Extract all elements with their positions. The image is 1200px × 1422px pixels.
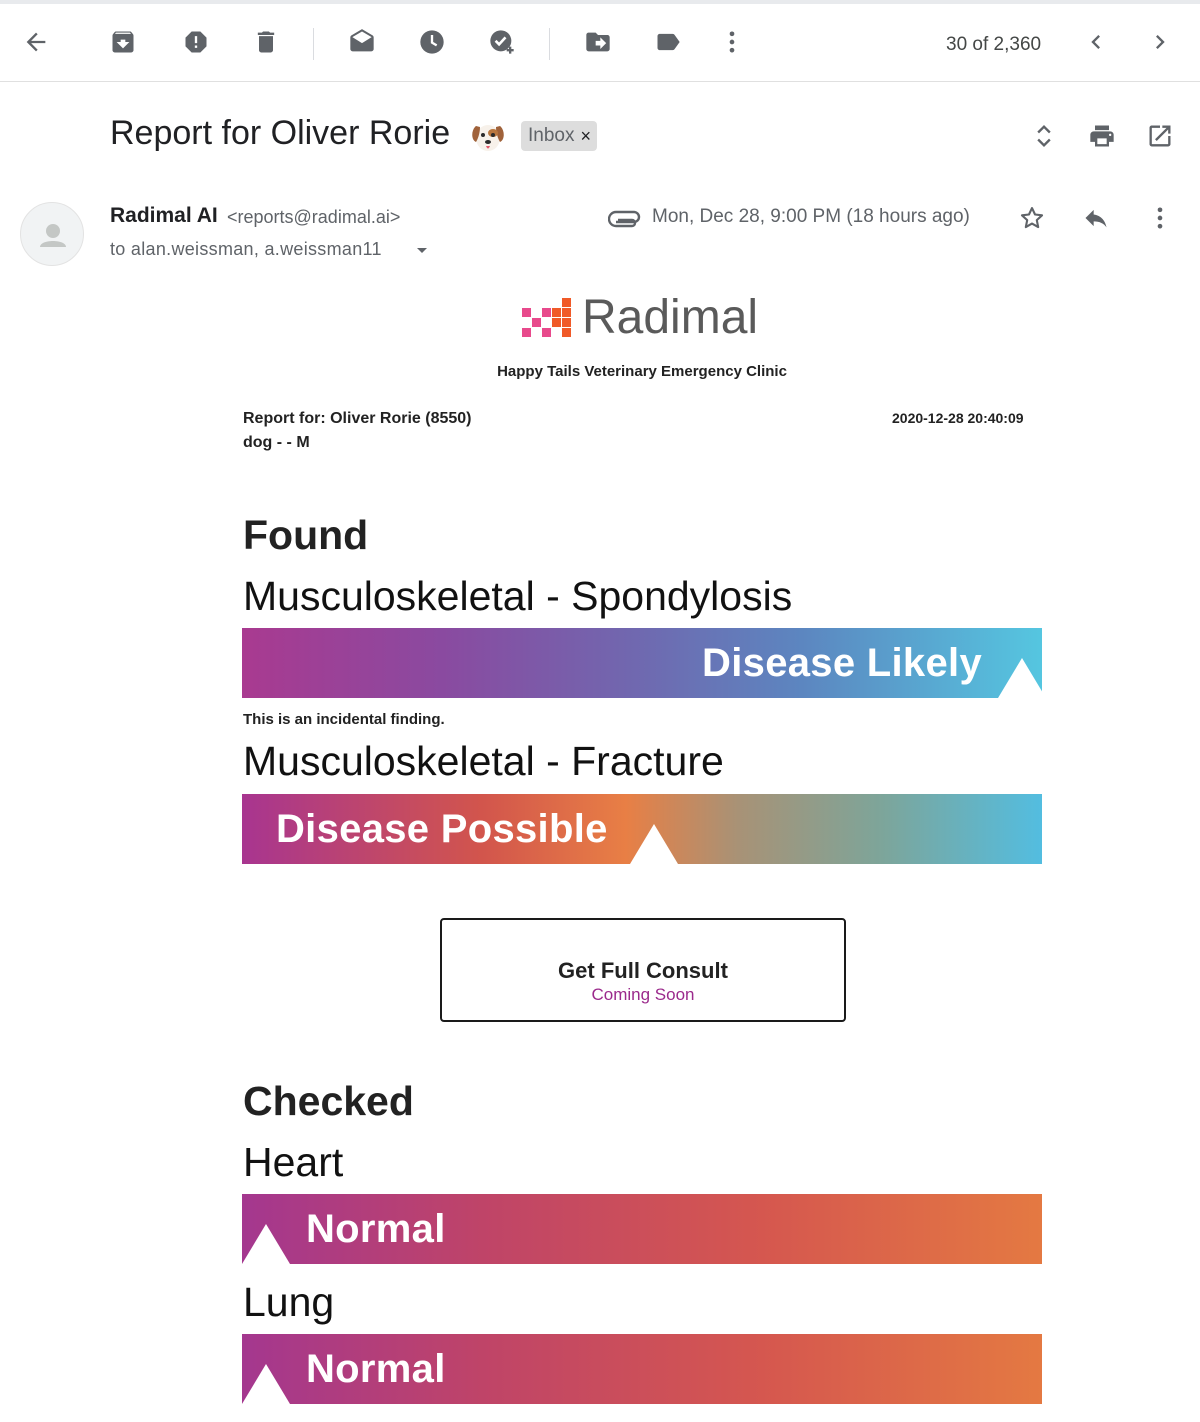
delete-icon[interactable] [248, 24, 284, 60]
email-toolbar [0, 0, 1200, 82]
report-timestamp: 2020-12-28 20:40:09 [892, 410, 1024, 426]
recipients-line: to alan.weissman, a.weissman11 [110, 239, 382, 259]
toolbar-divider [549, 28, 550, 60]
dog-face-emoji-icon [470, 120, 506, 154]
patient-info: dog - - M [243, 434, 310, 451]
star-icon[interactable] [1014, 200, 1050, 236]
sender-email: <reports@radimal.ai> [227, 207, 401, 227]
email-subject: Report for Oliver Rorie [110, 114, 451, 152]
consult-title: Get Full Consult [558, 958, 728, 983]
mark-unread-icon[interactable] [344, 24, 380, 60]
prev-icon[interactable] [1078, 24, 1114, 60]
likelihood-bar [242, 1334, 1042, 1404]
finding-note: This is an incidental finding. [243, 711, 445, 728]
email-date: Mon, Dec 28, 9:00 PM (18 hours ago) [652, 206, 970, 227]
checked-heading: Checked [243, 1078, 414, 1124]
inbox-label-chip [521, 121, 597, 151]
found-heading: Found [243, 512, 369, 558]
likelihood-label: Disease Likely [702, 641, 982, 685]
likelihood-label: Normal [306, 1207, 446, 1251]
get-full-consult-button[interactable] [440, 918, 846, 1022]
back-arrow-icon[interactable] [18, 24, 54, 60]
more-vert-icon[interactable] [714, 24, 750, 60]
expand-all-icon[interactable] [1026, 118, 1062, 154]
person-icon [21, 203, 84, 266]
radimal-logo [520, 290, 770, 346]
likelihood-bar [242, 1194, 1042, 1264]
sender-avatar[interactable] [20, 202, 84, 266]
reply-icon[interactable] [1078, 200, 1114, 236]
snooze-icon[interactable] [414, 24, 450, 60]
finding-title: Musculoskeletal - Spondylosis [243, 573, 793, 619]
finding-title: Lung [243, 1279, 335, 1325]
toolbar-divider [313, 28, 314, 60]
label-icon[interactable] [650, 24, 686, 60]
open-in-new-window-icon[interactable] [1142, 118, 1178, 154]
label-text: Inbox [528, 125, 575, 146]
show-details-caret-icon[interactable] [414, 244, 430, 256]
attachment-icon [608, 203, 642, 231]
sender-name[interactable]: Radimal AI [110, 204, 218, 227]
message-more-vert-icon[interactable] [1142, 200, 1178, 236]
finding-title: Musculoskeletal - Fracture [243, 738, 724, 784]
report-spam-icon[interactable] [178, 24, 214, 60]
add-task-icon[interactable] [484, 24, 520, 60]
clinic-name: Happy Tails Veterinary Emergency Clinic [497, 363, 787, 380]
report-for: Report for: Oliver Rorie (8550) [243, 410, 472, 427]
finding-title: Heart [243, 1139, 344, 1185]
likelihood-label: Normal [306, 1347, 446, 1391]
next-icon[interactable] [1142, 24, 1178, 60]
likelihood-bar [242, 794, 1042, 864]
archive-icon[interactable] [105, 24, 141, 60]
message-count: 30 of 2,360 [946, 34, 1042, 55]
likelihood-label: Disease Possible [276, 807, 608, 851]
move-to-icon[interactable] [580, 24, 616, 60]
print-icon[interactable] [1084, 118, 1120, 154]
remove-label-icon[interactable]: × [580, 125, 591, 146]
radimal-wordmark: Radimal [582, 291, 759, 344]
consult-subtitle: Coming Soon [591, 985, 695, 1004]
likelihood-bar [242, 628, 1042, 698]
